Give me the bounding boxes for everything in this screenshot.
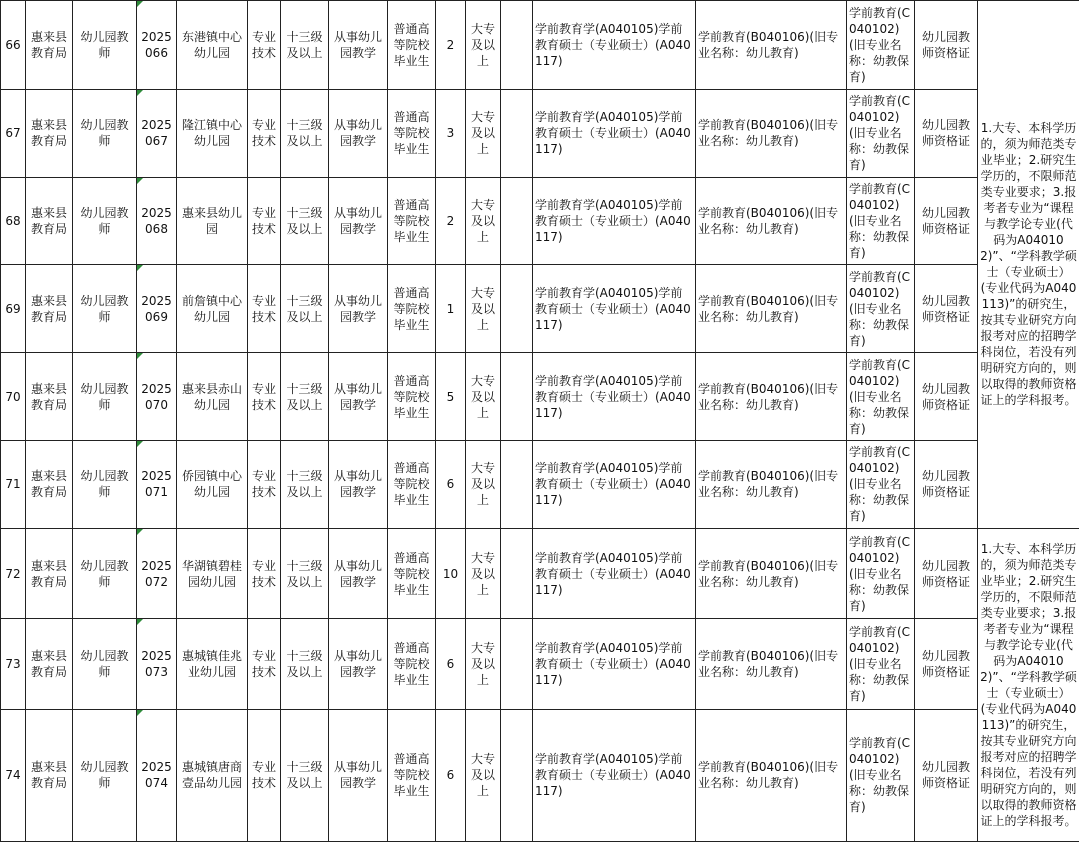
post-name-cell: 幼儿园教师 [73,177,137,265]
employer-unit-cell: 华湖镇碧桂园幼儿园 [177,528,248,619]
degree-cell [501,177,533,265]
post-name-cell: 幼儿园教师 [73,1,137,90]
degree-cell [501,528,533,619]
major-graduate-cell: 学前教育学(A040105)学前教育硕士（专业硕士）(A040117) [533,440,696,528]
employer-unit-cell: 惠来县赤山幼儿园 [177,353,248,441]
major-graduate-cell: 学前教育学(A040105)学前教育硕士（专业硕士）(A040117) [533,528,696,619]
certificate-cell: 幼儿园教师资格证 [915,1,978,90]
post-level-cell: 十三级及以上 [281,619,329,710]
applicant-source-cell: 普通高等院校毕业生 [388,440,436,528]
applicant-source-cell: 普通高等院校毕业生 [388,619,436,710]
education-level-cell: 大专及以上 [466,528,501,619]
post-level-cell: 十三级及以上 [281,177,329,265]
degree-cell [501,265,533,353]
post-level-cell: 十三级及以上 [281,709,329,841]
major-bachelor-cell: 学前教育(B040106)(旧专业名称：幼儿教育) [696,1,847,90]
education-level-cell: 大专及以上 [466,440,501,528]
table-row [1,89,1079,177]
major-graduate-cell: 学前教育学(A040105)学前教育硕士（专业硕士）(A040117) [533,89,696,177]
job-duty-cell: 从事幼儿园教学 [329,265,388,353]
post-type-cell: 专业技术 [248,440,281,528]
hire-count-cell: 6 [436,440,466,528]
major-bachelor-cell: 学前教育(B040106)(旧专业名称：幼儿教育) [696,709,847,841]
row-number-cell: 70 [1,353,26,441]
post-code-cell: 2025072 [137,528,177,619]
major-college-cell: 学前教育(C040102)(旧专业名称：幼教保育) [847,1,915,90]
education-level-cell: 大专及以上 [466,1,501,90]
post-type-cell: 专业技术 [248,709,281,841]
applicant-source-cell: 普通高等院校毕业生 [388,709,436,841]
certificate-cell: 幼儿园教师资格证 [915,709,978,841]
table-row [1,1,1079,90]
education-level-cell: 大专及以上 [466,177,501,265]
post-name-cell: 幼儿园教师 [73,353,137,441]
department-cell: 惠来县教育局 [26,177,73,265]
department-cell: 惠来县教育局 [26,619,73,710]
major-bachelor-cell: 学前教育(B040106)(旧专业名称：幼儿教育) [696,619,847,710]
post-type-cell: 专业技术 [248,177,281,265]
post-code-cell: 2025066 [137,1,177,90]
row-number-cell: 74 [1,709,26,841]
job-duty-cell: 从事幼儿园教学 [329,619,388,710]
job-duty-cell: 从事幼儿园教学 [329,709,388,841]
job-duty-cell: 从事幼儿园教学 [329,1,388,90]
post-code-cell: 2025074 [137,709,177,841]
hire-count-cell: 6 [436,619,466,710]
degree-cell [501,619,533,710]
applicant-source-cell: 普通高等院校毕业生 [388,177,436,265]
hire-count-cell: 2 [436,1,466,90]
major-college-cell: 学前教育(C040102)(旧专业名称：幼教保育) [847,353,915,441]
department-cell: 惠来县教育局 [26,353,73,441]
job-duty-cell: 从事幼儿园教学 [329,528,388,619]
job-duty-cell: 从事幼儿园教学 [329,353,388,441]
certificate-cell: 幼儿园教师资格证 [915,265,978,353]
major-college-cell: 学前教育(C040102)(旧专业名称：幼教保育) [847,177,915,265]
department-cell: 惠来县教育局 [26,440,73,528]
education-level-cell: 大专及以上 [466,709,501,841]
row-number-cell: 67 [1,89,26,177]
major-bachelor-cell: 学前教育(B040106)(旧专业名称：幼儿教育) [696,528,847,619]
post-level-cell: 十三级及以上 [281,265,329,353]
certificate-cell: 幼儿园教师资格证 [915,177,978,265]
post-name-cell: 幼儿园教师 [73,619,137,710]
degree-cell [501,1,533,90]
education-level-cell: 大专及以上 [466,619,501,710]
certificate-cell: 幼儿园教师资格证 [915,528,978,619]
job-duty-cell: 从事幼儿园教学 [329,440,388,528]
post-type-cell: 专业技术 [248,265,281,353]
table-row [1,353,1079,441]
post-code-cell: 2025073 [137,619,177,710]
post-name-cell: 幼儿园教师 [73,528,137,619]
post-name-cell: 幼儿园教师 [73,89,137,177]
post-type-cell: 专业技术 [248,89,281,177]
applicant-source-cell: 普通高等院校毕业生 [388,89,436,177]
post-level-cell: 十三级及以上 [281,89,329,177]
job-duty-cell: 从事幼儿园教学 [329,89,388,177]
major-college-cell: 学前教育(C040102)(旧专业名称：幼教保育) [847,528,915,619]
employer-unit-cell: 惠城镇佳兆业幼儿园 [177,619,248,710]
degree-cell [501,440,533,528]
hire-count-cell: 5 [436,353,466,441]
post-type-cell: 专业技术 [248,528,281,619]
major-graduate-cell: 学前教育学(A040105)学前教育硕士（专业硕士）(A040117) [533,177,696,265]
hire-count-cell: 3 [436,89,466,177]
major-bachelor-cell: 学前教育(B040106)(旧专业名称：幼儿教育) [696,440,847,528]
table-body [1,1,1079,842]
table-row [1,528,1079,619]
row-number-cell: 73 [1,619,26,710]
row-number-cell: 72 [1,528,26,619]
applicant-source-cell: 普通高等院校毕业生 [388,1,436,90]
employer-unit-cell: 前詹镇中心幼儿园 [177,265,248,353]
hire-count-cell: 1 [436,265,466,353]
major-bachelor-cell: 学前教育(B040106)(旧专业名称：幼儿教育) [696,89,847,177]
department-cell: 惠来县教育局 [26,709,73,841]
row-number-cell: 68 [1,177,26,265]
job-duty-cell: 从事幼儿园教学 [329,177,388,265]
post-type-cell: 专业技术 [248,1,281,90]
table-row [1,709,1079,841]
post-code-cell: 2025067 [137,89,177,177]
certificate-cell: 幼儿园教师资格证 [915,353,978,441]
hire-count-cell: 10 [436,528,466,619]
post-level-cell: 十三级及以上 [281,528,329,619]
major-graduate-cell: 学前教育学(A040105)学前教育硕士（专业硕士）(A040117) [533,353,696,441]
post-name-cell: 幼儿园教师 [73,440,137,528]
employer-unit-cell: 隆江镇中心幼儿园 [177,89,248,177]
table-row [1,265,1079,353]
major-graduate-cell: 学前教育学(A040105)学前教育硕士（专业硕士）(A040117) [533,265,696,353]
post-code-cell: 2025068 [137,177,177,265]
degree-cell [501,709,533,841]
department-cell: 惠来县教育局 [26,89,73,177]
employer-unit-cell: 侨园镇中心幼儿园 [177,440,248,528]
table-row [1,619,1079,710]
degree-cell [501,89,533,177]
major-bachelor-cell: 学前教育(B040106)(旧专业名称：幼儿教育) [696,177,847,265]
certificate-cell: 幼儿园教师资格证 [915,89,978,177]
major-bachelor-cell: 学前教育(B040106)(旧专业名称：幼儿教育) [696,265,847,353]
major-college-cell: 学前教育(C040102)(旧专业名称：幼教保育) [847,265,915,353]
certificate-cell: 幼儿园教师资格证 [915,619,978,710]
employer-unit-cell: 惠来县幼儿园 [177,177,248,265]
employer-unit-cell: 惠城镇唐商壹品幼儿园 [177,709,248,841]
major-college-cell: 学前教育(C040102)(旧专业名称：幼教保育) [847,619,915,710]
major-college-cell: 学前教育(C040102)(旧专业名称：幼教保育) [847,89,915,177]
post-code-cell: 2025070 [137,353,177,441]
table-row [1,177,1079,265]
major-graduate-cell: 学前教育学(A040105)学前教育硕士（专业硕士）(A040117) [533,709,696,841]
post-name-cell: 幼儿园教师 [73,709,137,841]
education-level-cell: 大专及以上 [466,89,501,177]
row-number-cell: 69 [1,265,26,353]
applicant-source-cell: 普通高等院校毕业生 [388,265,436,353]
post-code-cell: 2025069 [137,265,177,353]
certificate-cell: 幼儿园教师资格证 [915,440,978,528]
major-graduate-cell: 学前教育学(A040105)学前教育硕士（专业硕士）(A040117) [533,1,696,90]
major-graduate-cell: 学前教育学(A040105)学前教育硕士（专业硕士）(A040117) [533,619,696,710]
remarks-cell: 1.大专、本科学历的，须为师范类专业毕业；2.研究生学历的，不限师范类专业要求；3.报考者专业为“课程与教学论专业(代码为A040102)”、“学科教学硕士（专业硕士）(专业代码为A040113)”的研究生，按其专业研究方向报考对应的招聘学科岗位，若没有列明研究方向的，则以取得的教师资格证上的学科报考。 [978,1,1079,529]
employer-unit-cell: 东港镇中心幼儿园 [177,1,248,90]
post-code-cell: 2025071 [137,440,177,528]
remarks-cell: 1.大专、本科学历的，须为师范类专业毕业；2.研究生学历的，不限师范类专业要求；3.报考者专业为“课程与教学论专业(代码为A040102)”、“学科教学硕士（专业硕士）(专业代码为A040113)”的研究生，按其专业研究方向报考对应的招聘学科岗位，若没有列明研究方向的，则以取得的教师资格证上的学科报考。 [978,528,1079,841]
major-college-cell: 学前教育(C040102)(旧专业名称：幼教保育) [847,440,915,528]
hire-count-cell: 6 [436,709,466,841]
hire-count-cell: 2 [436,177,466,265]
post-level-cell: 十三级及以上 [281,353,329,441]
education-level-cell: 大专及以上 [466,265,501,353]
post-type-cell: 专业技术 [248,619,281,710]
post-name-cell: 幼儿园教师 [73,265,137,353]
degree-cell [501,353,533,441]
row-number-cell: 66 [1,1,26,90]
department-cell: 惠来县教育局 [26,265,73,353]
applicant-source-cell: 普通高等院校毕业生 [388,353,436,441]
post-type-cell: 专业技术 [248,353,281,441]
applicant-source-cell: 普通高等院校毕业生 [388,528,436,619]
education-level-cell: 大专及以上 [466,353,501,441]
department-cell: 惠来县教育局 [26,1,73,90]
major-bachelor-cell: 学前教育(B040106)(旧专业名称：幼儿教育) [696,353,847,441]
department-cell: 惠来县教育局 [26,528,73,619]
post-level-cell: 十三级及以上 [281,440,329,528]
table-row [1,440,1079,528]
post-level-cell: 十三级及以上 [281,1,329,90]
major-college-cell: 学前教育(C040102)(旧专业名称：幼教保育) [847,709,915,841]
row-number-cell: 71 [1,440,26,528]
